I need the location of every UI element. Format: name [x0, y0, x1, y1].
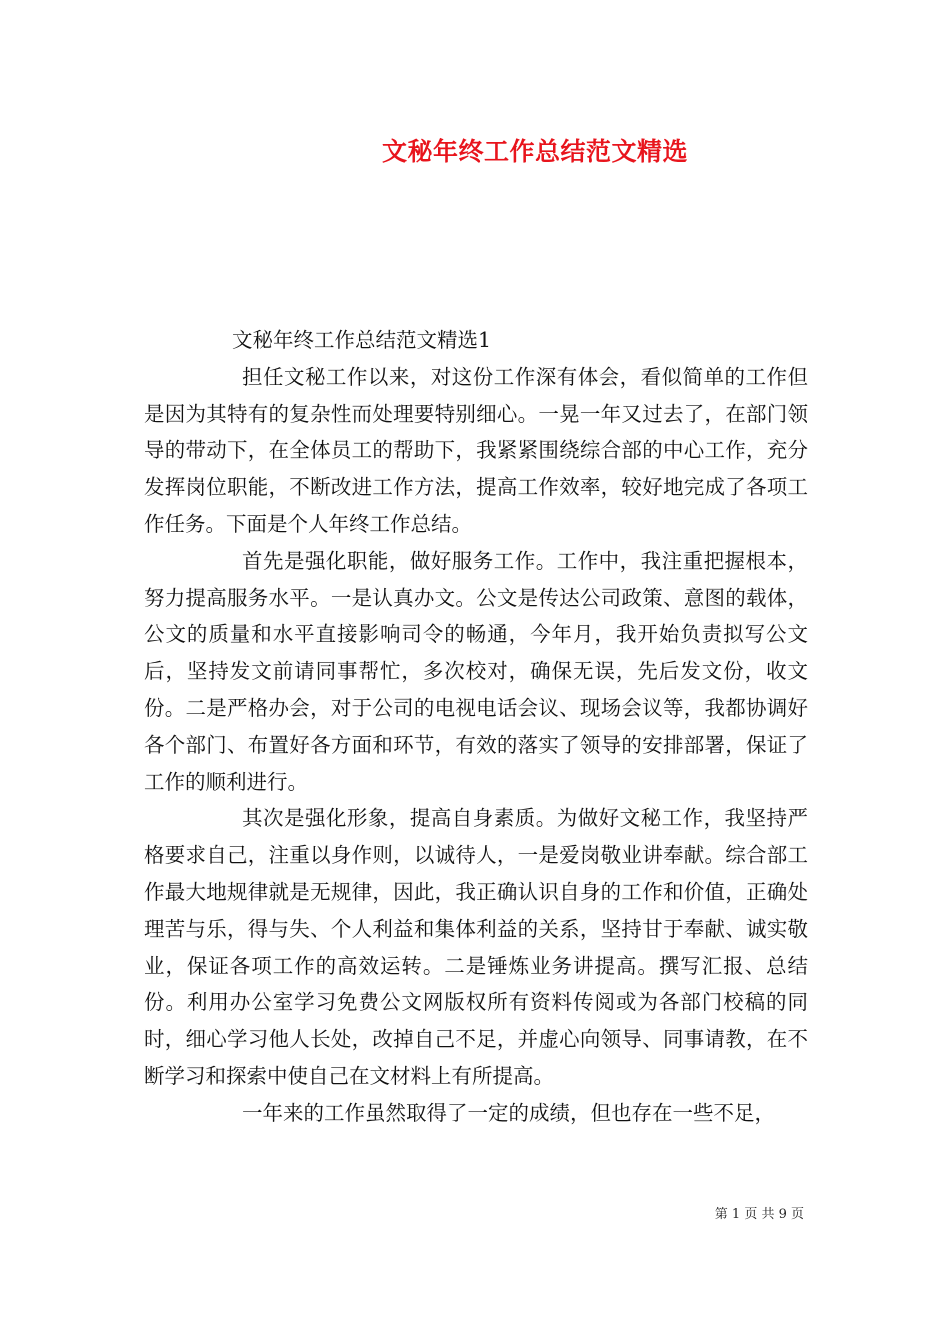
section-subtitle: 文秘年终工作总结范文精选1	[232, 328, 492, 352]
paragraph: 其次是强化形象，提高自身素质。为做好文秘工作，我坚持严格要求自己，注重以身作则，以诚待人，一是爱岗敬业讲奉献。综合部工作最大地规律就是无规律，因此，我正确认识自身的工作和价值，正确处理苦与乐，得与失、个人利益和集体利益的关系，坚持甘于奉献、诚实敬业，保证各项工作的高效运转。二是锤炼业务讲提高。撰写汇报、总结份。利用办公室学习免费公文网版权所有资料传阅或为各部门校稿的同时，细心学习他人长处，改掉自己不足，并虚心向领导、同事请教，在不断学习和探索中使自己在文材料上有所提高。	[144, 806, 808, 1088]
document-title: 文秘年终工作总结范文精选	[381, 137, 688, 166]
paragraph: 担任文秘工作以来，对这份工作深有体会，看似简单的工作但是因为其特有的复杂性而处理要特别细心。一晃一年又过去了，在部门领导的带动下，在全体员工的帮助下，我紧紧围绕综合部的中心工作，充分发挥岗位职能，不断改进工作方法，提高工作效率，较好地完成了各项工作任务。下面是个人年终工作总结。	[144, 364, 808, 536]
paragraph: 首先是强化职能，做好服务工作。工作中，我注重把握根本，努力提高服务水平。一是认真办文。公文是传达公司政策、意图的载体，公文的质量和水平直接影响司令的畅通，今年月，我开始负责拟写公文后，坚持发文前请同事帮忙，多次校对，确保无误，先后发文份，收文份。二是严格办会，对于公司的电视电话会议、现场会议等，我都协调好各个部门、布置好各方面和环节，有效的落实了领导的安排部署，保证了工作的顺利进行。	[144, 548, 808, 794]
page-number-footer: 第 1 页 共 9 页	[714, 1207, 804, 1222]
document-body	[144, 322, 808, 1132]
paragraph: 一年来的工作虽然取得了一定的成绩，但也存在一些不足，	[242, 1100, 775, 1125]
